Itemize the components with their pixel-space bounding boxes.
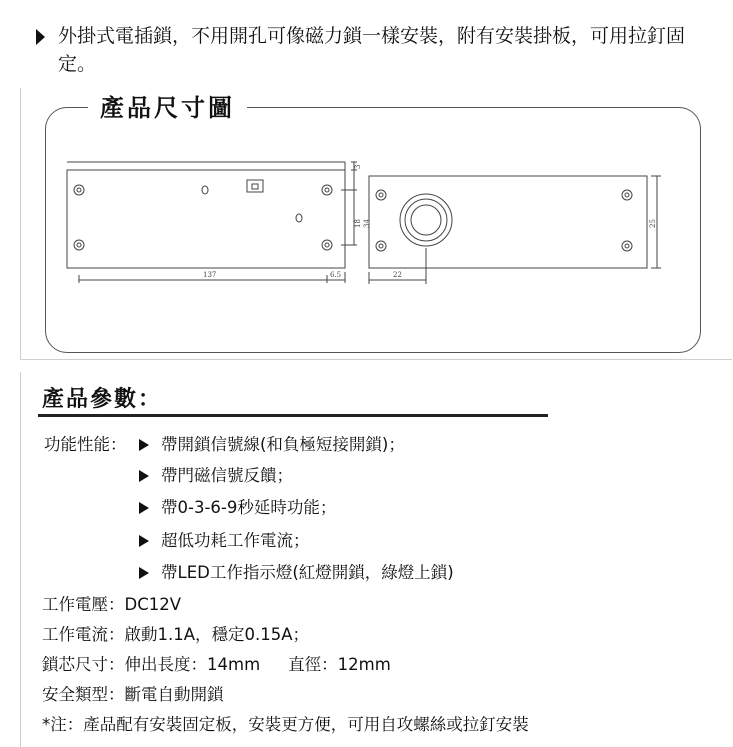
- feature-item: 帶LED工作指示燈(紅燈開鎖，綠燈上鎖): [139, 562, 454, 584]
- mount-hole-icon: [622, 241, 632, 251]
- bullet-arrow-icon: [139, 567, 149, 579]
- params-title-underline: [38, 414, 548, 417]
- bullet-arrow-icon: [139, 439, 149, 451]
- safety-value: 斷電自動開鎖: [124, 685, 224, 704]
- mount-hole-icon: [376, 190, 386, 200]
- dim-22-label: 22: [393, 271, 402, 279]
- voltage-row: [42, 594, 181, 616]
- dim-34-label: 34: [363, 219, 371, 228]
- bullet-arrow-icon: [139, 470, 149, 482]
- mount-hole-icon: [322, 185, 332, 195]
- bolt-diameter: 直徑：12mm: [288, 655, 391, 674]
- bolt-size-row: [42, 654, 391, 676]
- mount-hole-icon: [622, 190, 632, 200]
- params-title: 產品參數：: [42, 387, 163, 412]
- current-label: 工作電流：: [42, 625, 125, 644]
- switch-slot-icon: [247, 180, 263, 192]
- led-window-icon: [202, 186, 208, 194]
- dim-6-5-label: 6.5: [330, 271, 342, 279]
- feature-item: 超低功耗工作電流；: [139, 530, 310, 552]
- dimension-drawing: [55, 150, 675, 295]
- dim-18-label: 18: [354, 219, 362, 228]
- mount-hole-icon: [376, 241, 386, 251]
- dim-137-label: 137: [203, 271, 217, 279]
- dim-3-label: 3: [354, 164, 362, 169]
- dim-25-label: 25: [649, 219, 657, 228]
- feature-item: 帶開鎖信號線(和負極短接開鎖)；: [139, 434, 405, 456]
- intro-text: 外掛式電插鎖，不用開孔可像磁力鎖一樣安裝，附有安裝掛板，可用拉釘固定。: [58, 25, 686, 75]
- safety-label: 安全類型：: [42, 685, 125, 704]
- feature-item: 帶門磁信號反饋；: [139, 465, 293, 487]
- install-note: *注：產品配有安裝固定板，安裝更方便，可用自攻螺絲或拉釘安裝: [42, 715, 529, 734]
- lock-bolt-icon: [400, 194, 452, 246]
- bolt-label: 鎖芯尺寸：: [42, 655, 125, 674]
- bullet-arrow-icon: [139, 535, 149, 547]
- feature-item: 帶0-3-6-9秒延時功能；: [139, 497, 336, 519]
- mount-hole-icon: [322, 240, 332, 250]
- bolt-length: 伸出長度：14mm: [124, 655, 261, 674]
- current-value: 啟動1.1A，穩定0.15A；: [124, 625, 310, 644]
- bullet-triangle-icon: [36, 29, 45, 45]
- voltage-value: DC12V: [124, 595, 182, 614]
- intro-paragraph: [36, 22, 716, 78]
- safety-row: [42, 684, 224, 706]
- mount-hole-icon: [74, 240, 84, 250]
- bullet-arrow-icon: [139, 502, 149, 514]
- figure-title: 產品尺寸圖: [88, 92, 247, 124]
- mount-hole-icon: [74, 185, 84, 195]
- current-row: [42, 624, 309, 646]
- features-label: 功能性能：: [44, 435, 127, 454]
- voltage-label: 工作電壓：: [42, 595, 125, 614]
- side-view-plate: [67, 162, 345, 268]
